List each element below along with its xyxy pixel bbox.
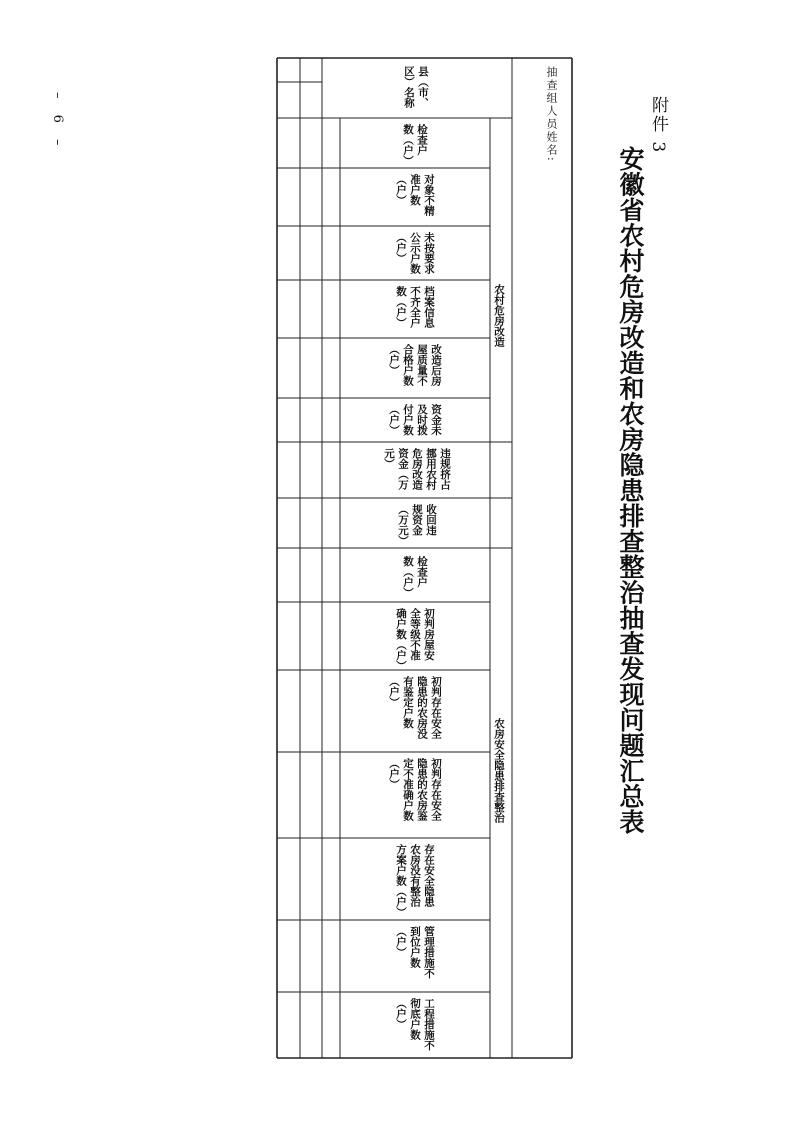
- column-header-quality-failed: 改造后房屋质量不合格户数（户）: [388, 344, 442, 386]
- inspectors-label: 抽查组人员姓名:: [545, 66, 558, 163]
- column-header-inaccurate-targets: 对象不精准户数（户）: [395, 174, 435, 216]
- column-header-cell: [344, 174, 486, 222]
- column-header-cell: [326, 448, 508, 494]
- column-header-not-appraised: 初判存在安全隐患的农房没有鉴定户数（户）: [388, 676, 442, 739]
- column-header-cell: [344, 608, 486, 671]
- column-header-funds-delayed: 资金未及时拨付户数（户）: [388, 404, 442, 436]
- column-header-cell: [344, 998, 486, 1054]
- column-header-cell: [326, 504, 508, 544]
- county-name-header: 县（市、区）名称: [403, 66, 429, 108]
- column-header-cell: [344, 758, 486, 830]
- column-header-no-publicity: 未按要求公示户数（户）: [395, 232, 435, 274]
- attachment-label: 附件 3: [648, 96, 668, 155]
- group-label-rural-renovation: 农村危房改造: [493, 284, 505, 347]
- column-header-cell: [344, 556, 486, 596]
- column-header-cell: [344, 124, 486, 164]
- column-header-appraisal-inaccurate: 初判存在安全隐患的农房鉴定不准确户数（户）: [388, 758, 442, 821]
- column-header-recovered-funds: 收回违规资金（万元）: [397, 504, 437, 546]
- column-header-engineering-incomplete: 工程措施不彻底户数（户）: [395, 998, 435, 1051]
- column-header-cell: [344, 286, 486, 334]
- column-header-misused-funds: 违规挤占挪用农村危房改造资金（万元）: [383, 448, 451, 490]
- column-header-cell: [344, 404, 486, 440]
- column-header-cell: [344, 926, 486, 986]
- column-header-inspected-households: 检查户数（户）: [402, 124, 428, 166]
- column-header-no-rectification-plan: 存在安全隐患农房没有整治方案户数（户）: [395, 844, 435, 918]
- column-header-inspected-households-2: 检查户数（户）: [402, 556, 428, 598]
- group-label-safety-inspection: 农房安全隐患排查整治: [493, 718, 505, 823]
- county-name-header-cell: [336, 66, 496, 112]
- column-header-incomplete-records: 档案信息不齐全户数（户）: [395, 286, 435, 328]
- column-header-management-inadequate: 管理措施不到位户数（户）: [395, 926, 435, 979]
- column-header-cell: [344, 844, 486, 916]
- column-header-safety-level-inaccurate: 初判房屋安全等级不准确户数（户）: [395, 608, 435, 671]
- column-header-cell: [344, 232, 486, 276]
- page-number: – 6 –: [50, 92, 65, 152]
- column-header-cell: [344, 676, 486, 748]
- column-header-cell: [344, 344, 486, 394]
- page-title: 安徽省农村危房改造和农房隐患排查整治抽查发现问题汇总表: [616, 146, 645, 835]
